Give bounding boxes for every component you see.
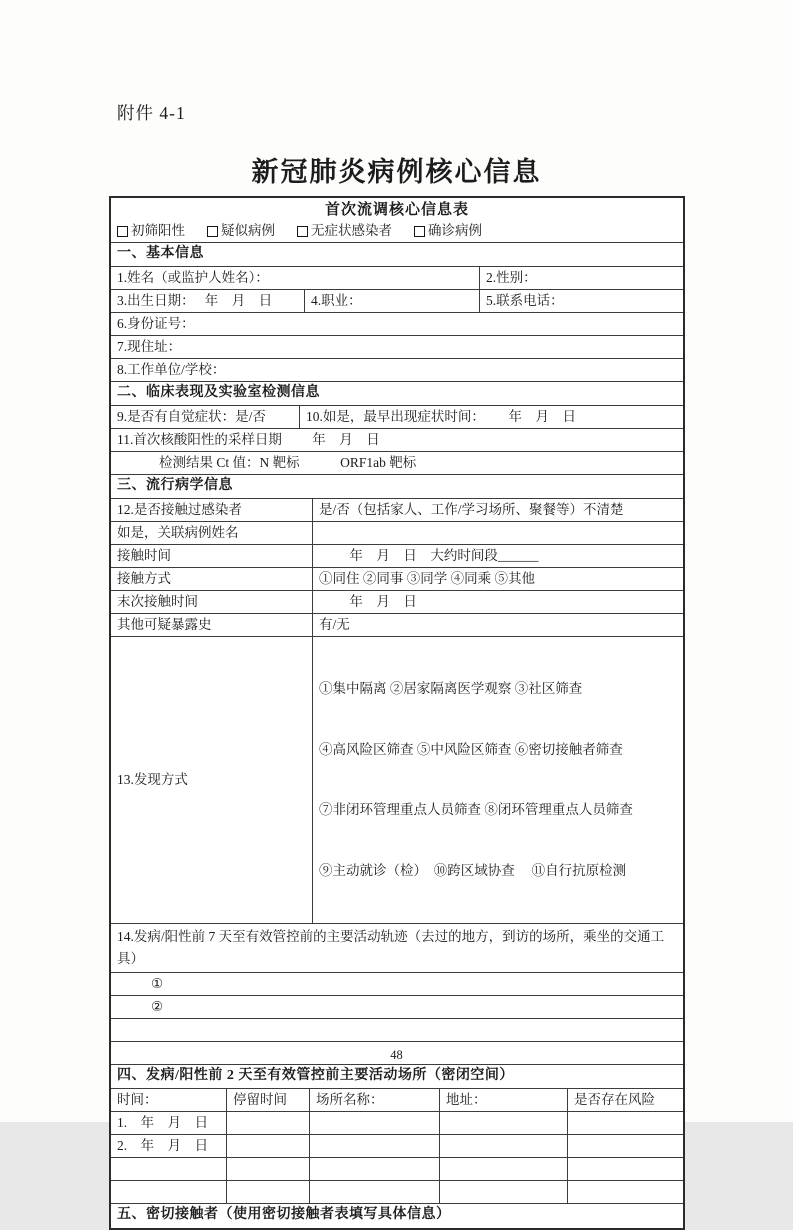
core-info-form-table <box>109 196 685 1230</box>
place-address-cell <box>440 1181 568 1203</box>
field-name-label: 1.姓名（或监护人姓名）： <box>111 267 480 289</box>
row-id-number <box>111 313 683 336</box>
field-contact-time-label: 接触时间 <box>111 545 313 567</box>
case-type-option <box>207 221 275 241</box>
field-contact-value: 是/否（包括家人、工作/学习场所、聚餐等）不清楚 <box>319 502 624 518</box>
section-clinical-header <box>111 382 683 406</box>
place-address-cell <box>440 1135 568 1157</box>
field-address-label: 7.现住址： <box>117 339 182 355</box>
field-occupation-label: 4.职业： <box>305 290 480 312</box>
place-address-cell <box>440 1112 568 1134</box>
place-address-cell <box>440 1158 568 1180</box>
field-phone-label: 5.联系电话： <box>486 293 564 309</box>
row-sampling-date <box>111 429 683 452</box>
field-contact-mode-value: ①同住 ②同事 ③同学 ④同乘 ⑤其他 <box>319 571 535 587</box>
form-header-row <box>111 198 683 243</box>
place-risk-cell <box>568 1112 683 1134</box>
row-address <box>111 336 683 359</box>
case-type-options <box>117 221 677 241</box>
place-risk-cell <box>568 1135 683 1157</box>
case-type-label: 初筛阳性 <box>131 223 185 238</box>
field-discovery-label: 13.发现方式 <box>111 637 313 923</box>
trajectory-item-1: ① <box>151 975 164 991</box>
checkbox-icon <box>297 226 308 237</box>
col-header-risk: 是否存在风险 <box>574 1091 655 1107</box>
field-sampling-label: 11.首次核酸阳性的采样日期 年 月 日 <box>117 432 380 448</box>
discovery-option-line: ⑦非闭环管理重点人员筛查 ⑧闭环管理重点人员筛查 <box>319 802 633 818</box>
place-time-cell <box>111 1181 227 1203</box>
row-trajectory-item <box>111 973 683 996</box>
form-header-cell <box>111 198 683 242</box>
row-name-gender <box>111 267 683 290</box>
row-exposure-history <box>111 614 683 637</box>
place-name-cell <box>310 1135 440 1157</box>
row-trajectory-item <box>111 1019 683 1042</box>
field-linked-case-value <box>313 522 683 544</box>
case-type-option <box>117 221 185 241</box>
field-exposure-value: 有/无 <box>319 617 350 633</box>
field-workplace-label: 8.工作单位/学校： <box>117 362 226 378</box>
field-contact-mode-label: 接触方式 <box>111 568 313 590</box>
place-name-cell <box>310 1158 440 1180</box>
field-linked-case-label: 如是，关联病例姓名 <box>111 522 313 544</box>
row-last-contact <box>111 591 683 614</box>
place-risk-cell <box>568 1181 683 1203</box>
col-header-place: 场所名称： <box>310 1089 440 1111</box>
place-risk-cell <box>568 1158 683 1180</box>
places-table-row <box>111 1135 683 1158</box>
case-type-label: 疑似病例 <box>221 223 275 238</box>
field-gender-label: 2.性别： <box>486 270 537 286</box>
page-title: 新冠肺炎病例核心信息 <box>251 157 542 187</box>
field-last-contact-value: 年 月 日 <box>319 594 417 610</box>
place-duration-cell <box>227 1158 310 1180</box>
field-trajectory-label: 14.发病/阳性前 7 天至有效管控前的主要活动轨迹（去过的地方，到访的场所，乘坐的交通工具） <box>117 928 665 966</box>
attachment-label: 附件 4-1 <box>117 103 186 123</box>
field-symptom-label: 9.是否有自觉症状：是/否 <box>111 406 300 428</box>
field-birthdate-label: 3.出生日期： 年 月 日 <box>111 290 305 312</box>
field-discovery-options <box>313 637 683 923</box>
row-birth-occupation-phone <box>111 290 683 313</box>
field-onset-label: 10.如是，最早出现症状时间： 年 月 日 <box>306 409 576 425</box>
place-time-cell: 2. 年 月 日 <box>111 1135 227 1157</box>
places-table-row <box>111 1181 683 1204</box>
section-places-header <box>111 1065 683 1089</box>
case-type-option <box>414 221 482 241</box>
place-duration-cell <box>227 1135 310 1157</box>
place-name-cell <box>310 1181 440 1203</box>
case-type-option <box>297 221 392 241</box>
section-epi-title: 三、流行病学信息 <box>117 478 233 494</box>
places-column-header-row <box>111 1089 683 1112</box>
discovery-option-line: ④高风险区筛查 ⑤中风险区筛查 ⑥密切接触者筛查 <box>319 741 623 757</box>
checkbox-icon <box>207 226 218 237</box>
col-header-time: 时间： <box>111 1089 227 1111</box>
row-symptoms <box>111 406 683 429</box>
section-basic-title: 一、基本信息 <box>117 246 204 262</box>
col-header-duration: 停留时间 <box>227 1089 310 1111</box>
place-time-cell <box>111 1158 227 1180</box>
field-last-contact-label: 末次接触时间 <box>111 591 313 613</box>
place-duration-cell <box>227 1181 310 1203</box>
row-trajectory-label <box>111 924 683 973</box>
row-contact-mode <box>111 568 683 591</box>
row-contact-infected <box>111 499 683 522</box>
field-contact-label: 12.是否接触过感染者 <box>111 499 313 521</box>
field-exposure-label: 其他可疑暴露史 <box>111 614 313 636</box>
col-header-address: 地址： <box>440 1089 568 1111</box>
field-ct-label: 检测结果 Ct 值：N 靶标 ORF1ab 靶标 <box>159 455 417 471</box>
section-contacts-header <box>111 1204 683 1228</box>
trajectory-item-3 <box>111 1019 683 1041</box>
field-contact-time-value: 年 月 日 大约时间段______ <box>319 548 539 564</box>
page-number: 48 <box>390 1048 403 1062</box>
discovery-option-line: ⑨主动就诊（检） ⑩跨区域协查 ⑪自行抗原检测 <box>319 863 627 878</box>
form-table-title: 首次流调核心信息表 <box>324 202 469 218</box>
place-name-cell <box>310 1112 440 1134</box>
section-clinical-title: 二、临床表现及实验室检测信息 <box>117 385 320 401</box>
row-trajectory-item <box>111 996 683 1019</box>
row-workplace <box>111 359 683 382</box>
section-basic-header <box>111 243 683 267</box>
row-contact-time <box>111 545 683 568</box>
case-type-label: 确诊病例 <box>428 223 482 238</box>
discovery-option-line: ①集中隔离 ②居家隔离医学观察 ③社区筛查 <box>319 681 583 697</box>
place-time-cell: 1. 年 月 日 <box>111 1112 227 1134</box>
row-discovery-method <box>111 637 683 924</box>
section-epi-header <box>111 475 683 499</box>
section-contacts-title: 五、密切接触者（使用密切接触者表填写具体信息） <box>117 1207 451 1223</box>
case-type-label: 无症状感染者 <box>311 223 392 238</box>
trajectory-item-2: ② <box>151 998 164 1014</box>
checkbox-icon <box>117 226 128 237</box>
place-duration-cell <box>227 1112 310 1134</box>
row-ct-value <box>111 452 683 475</box>
checkbox-icon <box>414 226 425 237</box>
section-places-title: 四、发病/阳性前 2 天至有效管控前主要活动场所（密闭空间） <box>117 1067 514 1083</box>
places-table-row <box>111 1158 683 1181</box>
places-table-row <box>111 1112 683 1135</box>
row-linked-case <box>111 522 683 545</box>
field-id-label: 6.身份证号： <box>117 316 195 332</box>
